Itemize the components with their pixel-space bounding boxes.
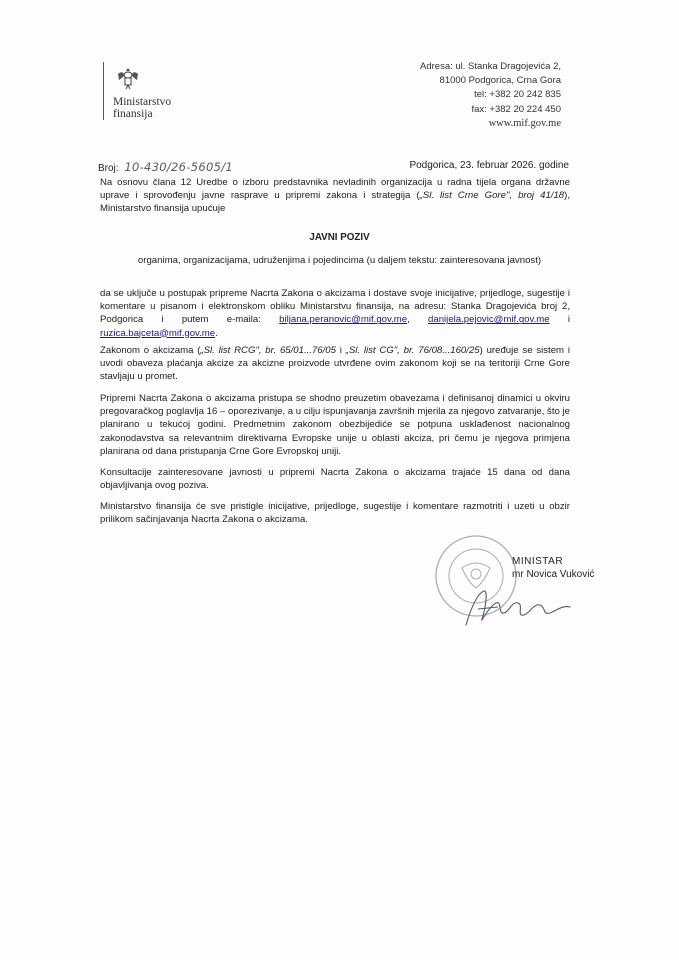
intro-citation: „Sl. list Crne Gore", broj 41/18: [419, 190, 565, 202]
reference-number: [98, 160, 233, 174]
intro-paragraph: [100, 176, 570, 216]
addressees-line: organima, organizacijama, udruženjima i pojedincima (u daljem tekstu: zainteresovana javnost): [137, 255, 542, 266]
law-citation-1: „Sl. list RCG", br. 65/01...76/05: [200, 345, 336, 356]
ministry-name: Ministarstvo finansija: [113, 96, 172, 120]
coat-of-arms-icon: [115, 66, 141, 90]
document-heading: JAVNI POZIV: [309, 232, 370, 243]
paragraph-text: da se uključe u postupak pripreme Nacrta Zakona o akcizama i dostave svoje inicijative, prijedloge, sugestije i komentare u pisanom i elektronskom obliku Ministarstvu finansija, na adresu: Stanka Dragojevića broj 2, Podgorica i putem e-maila:: [100, 288, 570, 326]
email-link-2[interactable]: danijela.pejovic@mif.gov.me: [428, 314, 550, 326]
paragraph-participation: [100, 287, 570, 340]
fax-line: fax: +382 20 224 450: [471, 103, 561, 115]
intro-text: Na osnovu člana 12 Uredbe o izboru predstavnika nevladinih organizacija u radna tijela organa državne uprave i sprovođenju javne rasprave u pripremi zakona i strategija (: [100, 177, 570, 202]
email-link-1[interactable]: biljana.peranovic@mif.gov.me: [279, 314, 408, 326]
paragraph-law: [100, 344, 570, 384]
website: www.mif.gov.me: [488, 117, 561, 129]
paragraph-preparation: Pripremi Nacrta Zakona o akcizama pristupa se shodno preuzetim obavezama i definisanoj dinamici u okviru pregovaračkog poglavlja 16 – oporezivanje, a u cilju ispunjavanja završnih mjerila za njegovo zatvaranje, što je planirano u tekućoj godini. Predmetnim zakonom obezbijediće se potpuna usklađenost nacionalnog zakonodavstva sa relevantnim direktivama Evropske unije u oblasti akciza, pri čemu je njegova primjena planirana od dana pristupanja Crne Gore Evropskoj uniji.: [100, 393, 570, 457]
paragraph-text: i: [335, 345, 346, 356]
intro-text-end: ), Ministarstvo finansija upućuje: [100, 190, 570, 215]
address-block: [420, 60, 561, 131]
separator: i: [567, 314, 570, 326]
handwritten-reference: 10-430/26-5605/1: [124, 160, 233, 174]
signatory-name: mr Novica Vuković: [512, 569, 595, 580]
separator: ,: [407, 314, 410, 326]
signatory-block: [512, 555, 594, 581]
address-line: 81000 Podgorica, Crna Gora: [439, 75, 561, 87]
signatory-title: MINISTAR: [512, 556, 564, 567]
reference-label: Broj:: [98, 163, 119, 174]
email-link-3[interactable]: ruzica.bajceta@mif.gov.me: [100, 327, 216, 339]
paragraph-text: ) uređuje se sistem i uvodi obaveza plaćanja akcize za akcizne proizvode utvrđene ovim zakonom koji se na teritoriji Crne Gore stavljaju u promet.: [100, 345, 570, 383]
separator: .: [215, 327, 218, 339]
phone-line: tel: +382 20 242 835: [474, 89, 561, 101]
paragraph-review: Ministarstvo finansija će sve pristigle inicijative, prijedloge, sugestije i komentare razmotriti i uzeti u obzir prilikom sačinjavanja Nacrta Zakona o akcizama.: [100, 501, 570, 526]
law-citation-2: „Sl. list CG", br. 76/08...160/25: [345, 345, 480, 356]
paragraph-consultation: Konsultacije zainteresovane javnosti u pripremi Nacrta Zakona o akcizama trajaće 15 dana od dana objavljivanja ovog poziva.: [100, 467, 570, 492]
handwritten-signature-icon: [458, 585, 578, 630]
document-date: Podgorica, 23. februar 2026. godine: [409, 160, 569, 171]
address-line: Adresa: ul. Stanka Dragojevića 2,: [420, 61, 561, 72]
letterhead-rule: [103, 62, 104, 120]
paragraph-text: Zakonom o akcizama (: [100, 345, 201, 356]
